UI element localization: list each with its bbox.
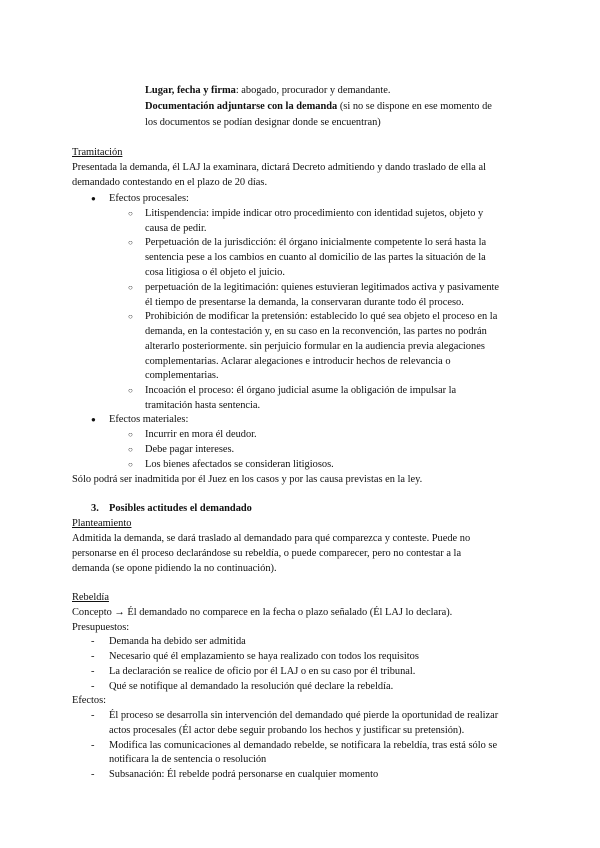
efectos-procesales-label: Efectos procesales: [109,193,189,204]
procesal-line: Prohibición de modificar la pretensión: establecido lo qué sea objeto el proceso en la [145,311,498,322]
intro-doc-line [145,100,492,114]
efecto-line: actos procesales (Él actor debe seguir probando los hechos y justificar su pretensión). [109,725,465,736]
circle-bullet-icon: ○ [128,283,133,292]
tramitacion-heading: Tramitación [72,147,123,158]
doc-rest: (si no se dispone en ese momento de [337,101,492,112]
efectos-materiales-label: Efectos materiales: [109,414,189,425]
circle-bullet-icon: ○ [128,430,133,439]
procesal-line: cosa litigiosa o él objeto el juicio. [145,267,285,278]
procesal-line: tramitación hasta sentencia. [145,400,261,411]
doc-label: Documentación adjuntarse con la demanda [145,101,338,112]
procesal-line: complementarias. Aclarar alegaciones e introducir hechos de relevancia o [145,356,451,367]
procesal-line: causa de pedir. [145,223,207,234]
circle-bullet-icon: ○ [128,238,133,247]
rebeldia-concepto: Concepto → Él demandado no comparece en la fecha o plazo señalado (Él LAJ lo declara). [72,607,453,618]
circle-bullet-icon: ○ [128,312,133,321]
presupuesto-line: Necesario qué él emplazamiento se haya realizado con todos los requisitos [109,651,419,662]
planteamiento-line: Admitida la demanda, se dará traslado al demandado para qué comparezca y conteste. Puede no [72,533,471,544]
efecto-line: Modifica las comunicaciones al demandado rebelde, se notificara la rebeldía, tras está sólo se [109,740,498,751]
procesal-line: Perpetuación de la jurisdicción: él órgano inicialmente competente lo será hasta la [145,237,487,248]
presupuesto-line: La declaración se realice de oficio por él LAJ o en su caso por él tribunal. [109,666,416,677]
material-line: Debe pagar intereses. [145,444,235,455]
dash-bullet: - [91,710,95,721]
circle-bullet-icon: ○ [128,209,133,218]
lugar-rest: : abogado, procurador y demandante. [235,85,391,96]
circle-bullet-icon: ○ [128,386,133,395]
bullet-icon: ● [91,194,96,203]
circle-bullet-icon: ○ [128,445,133,454]
presupuestos-label: Presupuestos: [72,622,130,633]
bullet-icon: ● [91,415,96,424]
section-title: Posibles actitudes el demandado [109,503,252,514]
procesal-line: alterarlo posteriormente. sin perjuicio formular en la audiencia previa alegaciones [145,341,485,352]
tramitacion-closing: Sólo podrá ser inadmitida por él Juez en los casos y por las causa previstas en la ley. [72,474,423,485]
material-line: Incurrir en mora él deudor. [145,429,257,440]
planteamiento-line: demanda (se opone pidiendo la no continuación). [72,563,277,574]
circle-bullet-icon: ○ [128,460,133,469]
planteamiento-heading: Planteamiento [72,518,132,529]
rebeldia-heading: Rebeldía [72,592,109,603]
efectos-label: Efectos: [72,695,107,706]
efecto-line: Subsanación: Él rebelde podrá personarse en cualquier momento [109,769,379,780]
efecto-line: Él proceso se desarrolla sin intervención del demandado qué pierde la oportunidad de realizar [109,710,499,721]
tramitacion-p1: Presentada la demanda, él LAJ la examinara, dictará Decreto admitiendo y dando traslado de ella al [72,162,487,173]
intro-lugar-line [145,84,390,98]
dash-bullet: - [91,651,95,662]
procesal-line: perpetuación de la legitimación: quienes estuvieran legitimados activa y pasivamente [145,282,500,293]
procesal-line: complementarias. [145,370,219,381]
procesal-line: demanda, en la contestación y, en su caso en la reconvención, las partes no podrán [145,326,487,337]
procesal-line: sentencia pese a los cambios en cuanto al domicilio de las partes la situación de la [145,252,486,263]
intro-doc-line2: los documentos se podían designar donde se encuentran) [145,117,381,128]
dash-bullet: - [91,769,95,780]
dash-bullet: - [91,740,95,751]
material-line: Los bienes afectados se consideran litigiosos. [145,459,334,470]
presupuesto-line: Qué se notifique al demandado la resolución qué declare la rebeldía. [109,681,394,692]
procesal-line: él tiempo de presentarse la demanda, la conservaran durante todo él proceso. [145,297,464,308]
procesal-line: Litispendencia: impide indicar otro procedimiento con identidad sujetos, objeto y [145,208,484,219]
dash-bullet: - [91,666,95,677]
procesal-line: Incoación el proceso: él órgano judicial asume la obligación de impulsar la [145,385,457,396]
section-number: 3. [91,503,99,514]
efecto-line: notificara la de sentencia o resolución [109,754,267,765]
lugar-label: Lugar, fecha y firma [145,85,236,96]
tramitacion-p2: demandado contestando en el plazo de 20 días. [72,177,268,188]
presupuesto-line: Demanda ha debido ser admitida [109,636,246,647]
dash-bullet: - [91,636,95,647]
planteamiento-line: personarse en él proceso declarándose su rebeldía, o puede comparecer, pero no contestar a la [72,548,462,559]
dash-bullet: - [91,681,95,692]
